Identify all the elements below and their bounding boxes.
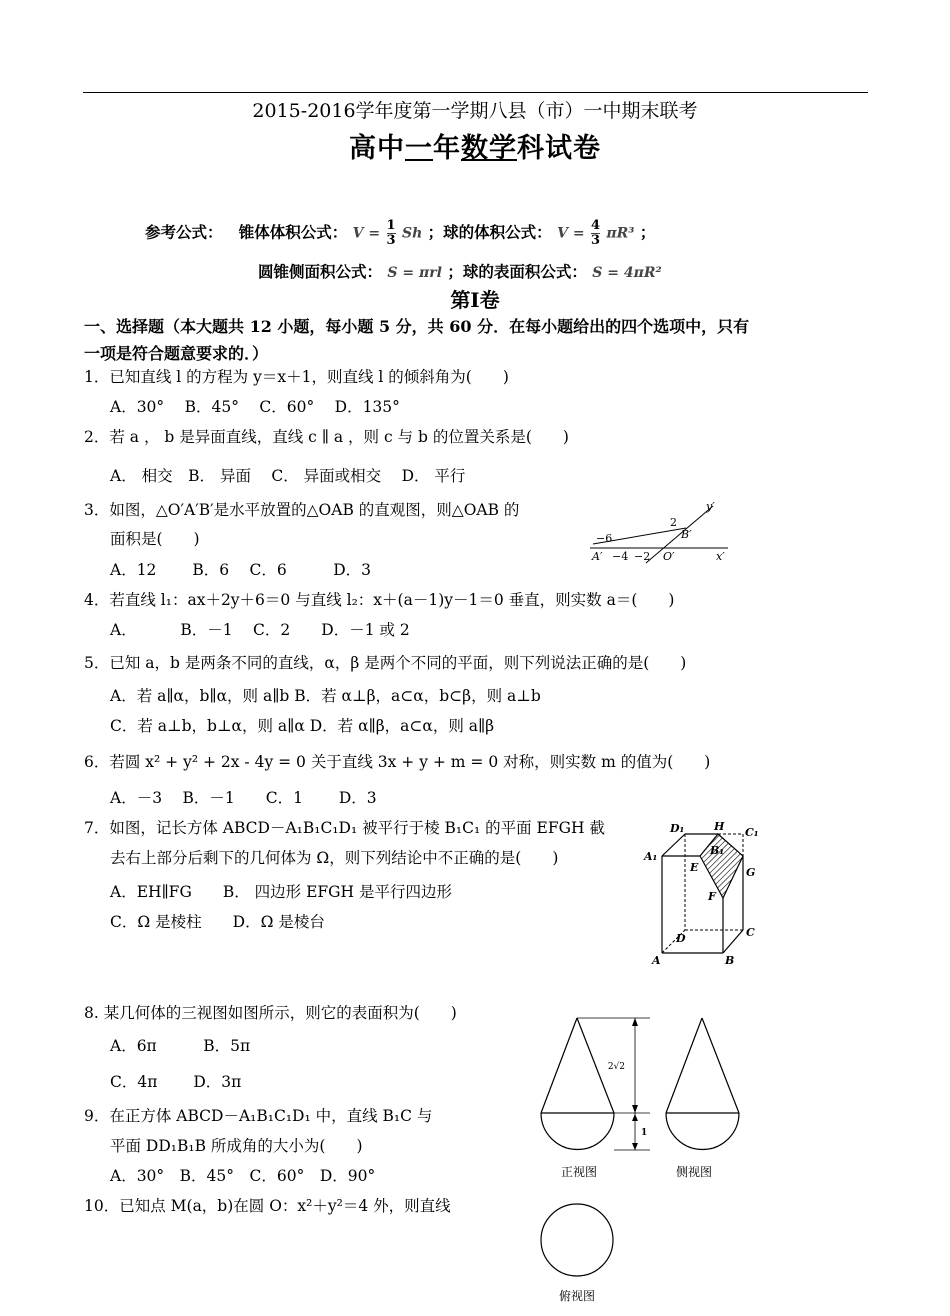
question-1-options: A．30° B．45° C．60° D．135° xyxy=(110,398,400,416)
q7-label-d1: D₁ xyxy=(670,822,685,835)
question-2: 2．若 a ， b 是异面直线，直线 c ∥ a ，则 c 与 b 的位置关系是( ) xyxy=(84,428,569,446)
section-instruction-1: 一、选择题（本大题共 12 小题，每小题 5 分，共 60 分．在每小题给出的四个选项中，只有 xyxy=(84,317,750,336)
section-instruction-2: 一项是符合题意要求的．） xyxy=(84,344,269,363)
cone-volume-label: 锥体体积公式： xyxy=(238,222,348,242)
q7-label-b1: B₁ xyxy=(710,844,725,857)
q7-label-c: C xyxy=(746,926,755,939)
formulas-label: 参考公式： xyxy=(145,222,223,242)
question-6: 6．若圆 x² + y² + 2x - 4y = 0 关于直线 3x + y + m = 0 对称，则实数 m 的值为( ) xyxy=(84,753,711,771)
question-8: 8. 某几何体的三视图如图所示，则它的表面积为( ) xyxy=(84,1004,457,1022)
question-8-options-2: C．4π D．3π xyxy=(110,1073,242,1091)
q3-label-neg4: −4 xyxy=(612,550,629,563)
q3-label-a: A′ xyxy=(592,550,603,563)
exam-title: 高中一年数学科试卷 xyxy=(349,133,601,164)
question-8-options-1: A．6π B．5π xyxy=(110,1037,251,1055)
q7-label-b: B xyxy=(725,954,735,967)
question-9-cont: 平面 DD₁B₁B 所成角的大小为( ) xyxy=(110,1137,363,1155)
question-5-options-2: C．若 a⊥b，b⊥α，则 a∥α D．若 α∥β，a⊂α，则 a∥β xyxy=(110,717,495,735)
question-3-cont: 面积是( ) xyxy=(110,530,200,548)
question-7: 7．如图，记长方体 ABCD－A₁B₁C₁D₁ 被平行于棱 B₁C₁ 的平面 EFGH 截 xyxy=(84,819,605,837)
question-6-options: A．－3 B．－1 C．1 D．3 xyxy=(110,789,377,807)
question-3-options: A．12 B．6 C．6 D．3 xyxy=(110,561,372,579)
formulas-line-2: 圆锥侧面积公式： S = πrl ；球的表面积公式： S = 4πR² xyxy=(258,262,662,281)
q7-label-a: A xyxy=(652,954,661,967)
q3-x-axis-label: x′ xyxy=(716,550,725,563)
q7-label-c1: C₁ xyxy=(745,826,759,839)
q3-label-neg6: −6 xyxy=(596,532,613,545)
question-9-options: A．30° B．45° C．60° D．90° xyxy=(110,1167,376,1185)
q8-front-view-label: 正视图 xyxy=(561,1165,598,1179)
q7-label-h: H xyxy=(714,820,725,833)
question-7-options-2: C．Ω 是棱柱 D．Ω 是棱台 xyxy=(110,913,325,931)
q3-label-o: O′ xyxy=(663,550,675,563)
cone-volume-fraction: $\frac{1}{3}$ xyxy=(386,218,396,248)
question-9: 9．在正方体 ABCD－A₁B₁C₁D₁ 中，直线 B₁C 与 xyxy=(84,1107,433,1125)
q8-dim-height: 2√2 xyxy=(607,1062,625,1072)
q3-label-2: 2 xyxy=(670,516,677,529)
exam-subtitle: 2015-2016学年度第一学期八县（市）一中期末联考 xyxy=(252,100,698,122)
question-5-options-1: A．若 a∥α，b∥α，则 a∥b B．若 α⊥β，a⊂α，b⊂β，则 a⊥b xyxy=(110,687,541,705)
question-2-options: A． 相交 B． 异面 C． 异面或相交 D． 平行 xyxy=(110,467,466,485)
q7-label-e: E xyxy=(690,861,699,874)
q3-y-axis-label: y′ xyxy=(706,500,715,513)
q3-label-neg2: −2 xyxy=(634,550,651,563)
q7-label-d: D xyxy=(676,932,686,945)
formulas-line-1: 参考公式： 锥体体积公式： V = $\frac{1}{3}$ Sh ；球的体积公式： V = $\frac{4}{3}$ πR³ ； xyxy=(145,218,656,248)
figure-q8-three-views xyxy=(535,1010,755,1305)
sphere-volume-fraction: $\frac{4}{3}$ xyxy=(590,218,601,248)
question-5: 5．已知 a，b 是两条不同的直线，α，β 是两个不同的平面，则下列说法正确的是( ) xyxy=(84,654,687,672)
q7-label-a1: A₁ xyxy=(644,850,658,863)
question-7-cont: 去右上部分后剩下的几何体为 Ω，则下列结论中不正确的是( ) xyxy=(110,849,559,867)
figure-q7-cuboid xyxy=(640,818,765,968)
section-title: 第Ⅰ卷 xyxy=(450,288,500,312)
cone-lateral-label: 圆锥侧面积公式： xyxy=(258,262,383,281)
header-rule xyxy=(83,92,868,93)
q8-top-view-label: 俯视图 xyxy=(559,1289,596,1303)
q3-label-b: B′ xyxy=(681,528,692,541)
question-7-options-1: A．EH∥FG B． 四边形 EFGH 是平行四边形 xyxy=(110,883,452,901)
question-3: 3．如图，△O′A′B′是水平放置的△OAB 的直观图，则△OAB 的 xyxy=(84,501,520,519)
q8-side-view-label: 侧视图 xyxy=(676,1165,713,1179)
q7-label-g: G xyxy=(746,866,756,879)
question-1: 1．已知直线 l 的方程为 y＝x＋1，则直线 l 的倾斜角为( ) xyxy=(84,368,509,386)
q8-dim-1: 1 xyxy=(641,1128,648,1138)
question-10: 10．已知点 M(a，b)在圆 O：x²＋y²＝4 外，则直线 xyxy=(84,1197,451,1215)
question-4: 4．若直线 l₁：ax＋2y＋6＝0 与直线 l₂：x＋(a－1)y－1＝0 垂直，则实数 a＝( ) xyxy=(84,591,675,609)
q7-label-f: F xyxy=(708,890,716,903)
figure-q3-oblique-projection xyxy=(588,498,733,568)
question-4-options: A． B．－1 C．2 D．－1 或 2 xyxy=(110,621,410,639)
